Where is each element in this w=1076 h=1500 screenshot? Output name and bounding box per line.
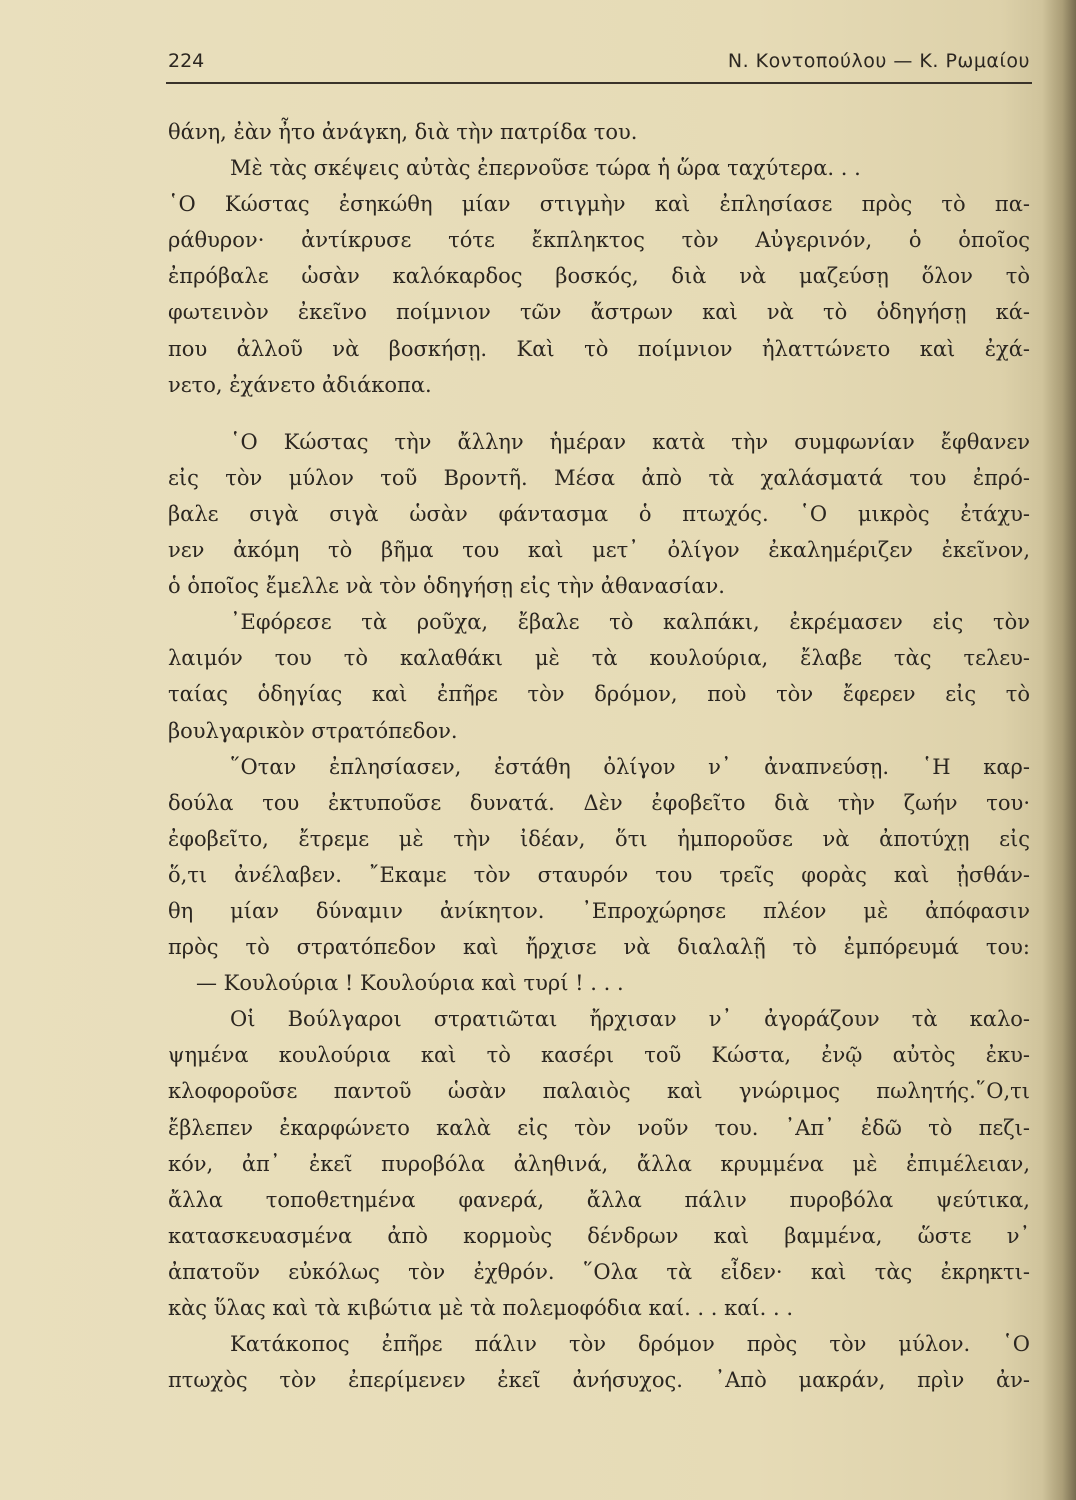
page-edge-shadow bbox=[1042, 0, 1076, 1500]
text-line: νεν ἀκόμη τὸ βῆμα του καὶ μετ᾽ ὀλίγον ἐκαλημέριζεν ἐκεῖνον, bbox=[168, 538, 1030, 563]
text-line: θη μίαν δύναμιν ἀνίκητον. ᾽Επροχώρησε πλέον μὲ ἀπόφασιν bbox=[168, 898, 1030, 923]
text-line: Μὲ τὰς σκέψεις αὐτὰς ἐπερνοῦσε τώρα ἡ ὥρα ταχύτερα. . . bbox=[230, 156, 861, 181]
text-line: βουλγαρικὸν στρατόπεδον. bbox=[168, 718, 458, 743]
text-line: δούλα του ἐκτυποῦσε δυνατά. Δὲν ἐφοβεῖτο διὰ τὴν ζωήν του· bbox=[168, 790, 1030, 815]
text-line: ράθυρον· ἀντίκρυσε τότε ἔκπληκτος τὸν Αὐγερινόν, ὁ ὁποῖος bbox=[168, 228, 1030, 253]
text-line: πρὸς τὸ στρατόπεδον καὶ ἤρχισε νὰ διαλαλῇ τὸ ἐμπόρευμά του: bbox=[168, 935, 1030, 960]
text-line: Κατάκοπος ἐπῆρε πάλιν τὸν δρόμον πρὸς τὸν μύλον. ῾Ο bbox=[230, 1332, 1030, 1357]
text-line: ῞Οταν ἐπλησίασεν, ἐστάθη ὀλίγον ν᾽ ἀναπνεύσῃ. ῾Η καρ- bbox=[230, 754, 1030, 779]
text-line: κατασκευασμένα ἀπὸ κορμοὺς δένδρων καὶ βαμμένα, ὥστε ν᾽ bbox=[168, 1223, 1030, 1248]
text-line: ῾Ο Κώστας ἐσηκώθη μίαν στιγμὴν καὶ ἐπλησίασε πρὸς τὸ πα- bbox=[168, 192, 1030, 217]
text-line: λαιμόν του τὸ καλαθάκι μὲ τὰ κουλούρια, ἔλαβε τὰς τελευ- bbox=[168, 646, 1030, 671]
text-line: ᾽Εφόρεσε τὰ ροῦχα, ἔβαλε τὸ καλπάκι, ἐκρέμασεν εἰς τὸν bbox=[230, 610, 1030, 635]
text-line: πτωχὸς τὸν ἐπερίμενεν ἐκεῖ ἀνήσυχος. ᾽Απὸ μακράν, πρὶν ἀν- bbox=[168, 1368, 1030, 1393]
text-line: Οἱ Βούλγαροι στρατιῶται ἤρχισαν ν᾽ ἀγοράζουν τὰ καλο- bbox=[230, 1007, 1030, 1032]
header-rule bbox=[166, 82, 1032, 84]
page-header bbox=[168, 50, 1030, 80]
page-number: 224 bbox=[168, 50, 205, 72]
text-line: βαλε σιγὰ σιγὰ ὡσὰν φάντασμα ὁ πτωχός. ῾Ο μικρὸς ἐτάχυ- bbox=[168, 501, 1030, 526]
text-line: ἔβλεπεν ἐκαρφώνετο καλὰ εἰς τὸν νοῦν του. ᾽Απ᾽ ἐδῶ τὸ πεζι- bbox=[168, 1115, 1030, 1140]
text-line: κὰς ὕλας καὶ τὰ κιβώτια μὲ τὰ πολεμοφόδια καί. . . καί. . . bbox=[168, 1296, 794, 1320]
dialogue-line: — Κουλούρια ! Κουλούρια καὶ τυρί ! . . . bbox=[196, 971, 624, 996]
text-line: που ἀλλοῦ νὰ βοσκήσῃ. Καὶ τὸ ποίμνιον ἠλαττώνετο καὶ ἐχά- bbox=[168, 336, 1030, 361]
section-gap bbox=[168, 403, 1030, 424]
text-line: ἐπρόβαλε ὡσὰν καλόκαρδος βοσκός, διὰ νὰ μαζεύσῃ ὅλον τὸ bbox=[168, 264, 1030, 289]
text-line: ἀπατοῦν εὐκόλως τὸν ἐχθρόν. ῞Ολα τὰ εἶδεν· καὶ τὰς ἐκρηκτι- bbox=[168, 1259, 1030, 1284]
text-line: ῾Ο Κώστας τὴν ἄλλην ἡμέραν κατὰ τὴν συμφωνίαν ἔφθανεν bbox=[230, 429, 1030, 454]
body-text bbox=[168, 114, 1030, 1398]
text-line: νετο, ἐχάνετο ἀδιάκοπα. bbox=[168, 372, 432, 397]
text-line: φωτεινὸν ἐκεῖνο ποίμνιον τῶν ἄστρων καὶ νὰ τὸ ὁδηγήσῃ κά- bbox=[168, 300, 1030, 325]
text-line: ταίας ὁδηγίας καὶ ἐπῆρε τὸν δρόμον, ποὺ τὸν ἔφερεν εἰς τὸ bbox=[168, 682, 1030, 707]
text-line: εἰς τὸν μύλον τοῦ Βροντῆ. Μέσα ἀπὸ τὰ χαλάσματά του ἐπρό- bbox=[168, 465, 1030, 490]
text-line: κόν, ἀπ᾽ ἐκεῖ πυροβόλα ἀληθινά, ἄλλα κρυμμένα μὲ ἐπιμέλειαν, bbox=[168, 1151, 1030, 1176]
text-line: ὅ,τι ἀνέλαβεν. ῎Εκαμε τὸν σταυρόν του τρεῖς φορὰς καὶ ᾐσθάν- bbox=[168, 862, 1030, 887]
running-title: Ν. Κοντοπούλου — Κ. Ρωμαίου bbox=[727, 50, 1030, 72]
text-line: θάνη, ἐὰν ἦτο ἀνάγκη, διὰ τὴν πατρίδα του. bbox=[168, 120, 638, 144]
text-line: ὁ ὁποῖος ἔμελλε νὰ τὸν ὁδηγήσῃ εἰς τὴν ἀθανασίαν. bbox=[168, 574, 725, 599]
text-line: ψημένα κουλούρια καὶ τὸ κασέρι τοῦ Κώστα, ἐνῷ αὐτὸς ἐκυ- bbox=[168, 1043, 1030, 1068]
text-line: ἐφοβεῖτο, ἔτρεμε μὲ τὴν ἰδέαν, ὅτι ἠμποροῦσε νὰ ἀποτύχῃ εἰς bbox=[168, 826, 1030, 851]
text-line: κλοφοροῦσε παντοῦ ὡσὰν παλαιὸς καὶ γνώριμος πωλητής.῞Ο,τι bbox=[168, 1079, 1030, 1104]
text-line: ἄλλα τοποθετημένα φανερά, ἄλλα πάλιν πυροβόλα ψεύτικα, bbox=[168, 1187, 1030, 1212]
